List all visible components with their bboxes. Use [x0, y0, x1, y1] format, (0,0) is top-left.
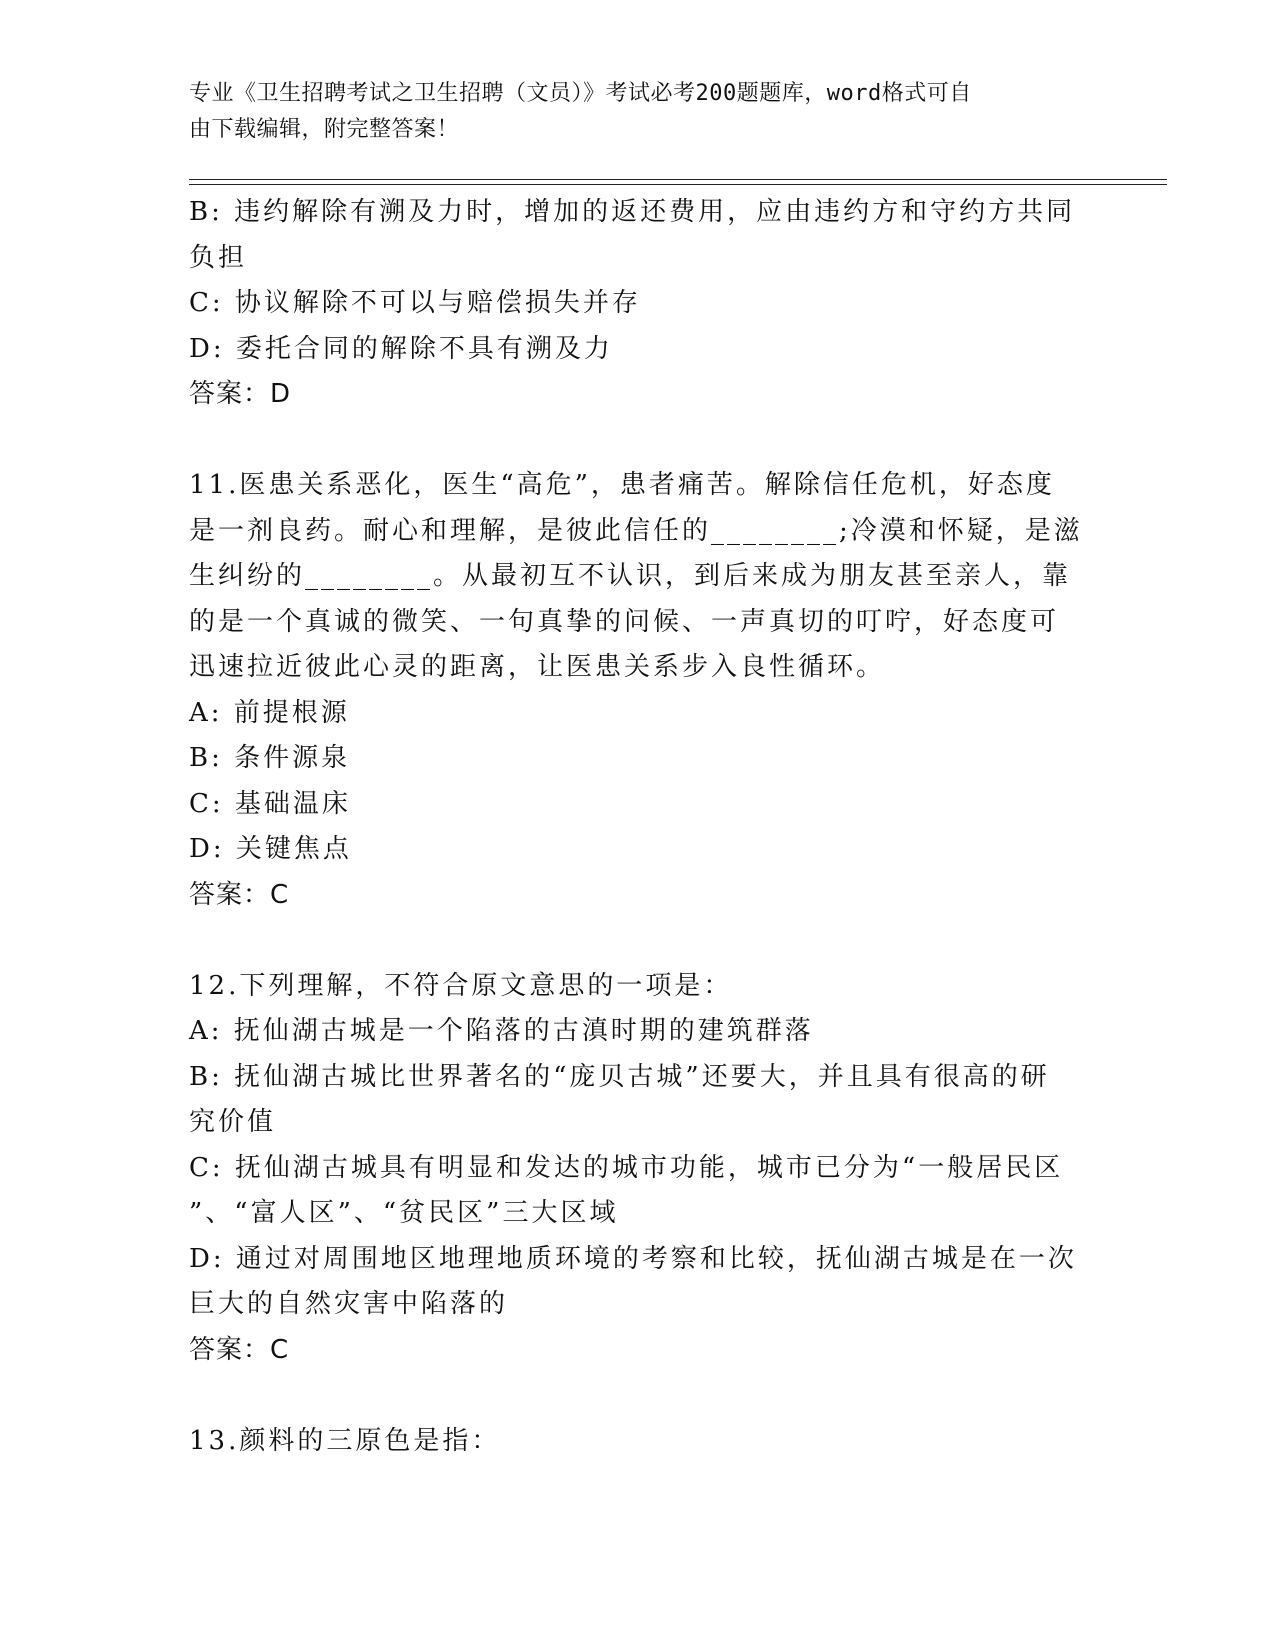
option-d: D: 关键焦点 — [189, 834, 352, 864]
option-d: D: 通过对周围地区地理地质环境的考察和比较，抚仙湖古城是在一次 — [189, 1243, 1077, 1274]
question-stem-line: 生纠纷的________。从最初互不认识，到后来成为朋友甚至亲人，靠 — [189, 561, 1072, 591]
option-c: C: 抚仙湖古城具有明显和发达的城市功能，城市已分为“一般居民区 — [189, 1152, 1064, 1183]
option-c: C: 基础温床 — [189, 788, 351, 819]
option-b-continued: 究价值 — [189, 1107, 277, 1137]
question-13 — [189, 1419, 1089, 1465]
question-stem-line: 是一剂良药。耐心和理解，是彼此信任的________;冷漠和怀疑，是滋 — [189, 515, 1083, 546]
option-b: B: 条件源泉 — [189, 743, 351, 773]
header-divider-bottom — [189, 184, 1167, 185]
header-line-2: 由下载编辑，附完整答案！ — [189, 117, 460, 142]
header-line-1: 专业《卫生招聘考试之卫生招聘（文员）》考试必考200题题库，word格式可自 — [189, 81, 972, 106]
answer: 答案：C — [189, 879, 290, 910]
question-11 — [189, 463, 1089, 918]
question-stem-line: 的是一个真诚的微笑、一句真挚的问候、一声真切的叮咛，好态度可 — [189, 606, 1060, 637]
header-divider-top — [189, 179, 1167, 180]
option-b: B: 抚仙湖古城比世界著名的“庞贝古城”还要大，并且具有很高的研 — [189, 1061, 1050, 1092]
question-stem-line: 迅速拉近彼此心灵的距离，让医患关系步入良性循环。 — [189, 652, 886, 682]
question-stem: 13.颜料的三原色是指： — [189, 1425, 501, 1456]
question-10-tail — [189, 190, 1089, 418]
option-c-continued: ”、“富人区”、“贫民区”三大区域 — [189, 1198, 619, 1228]
answer: 答案：D — [189, 379, 292, 409]
spacer — [189, 918, 1089, 964]
spacer — [189, 1373, 1089, 1419]
option-a: A: 抚仙湖古城是一个陷落的古滇时期的建筑群落 — [189, 1016, 814, 1046]
answer: 答案：C — [189, 1334, 290, 1365]
question-stem-line: 11.医患关系恶化，医生“高危”，患者痛苦。解除信任危机，好态度 — [189, 470, 1055, 500]
option-d-continued: 巨大的自然灾害中陷落的 — [189, 1289, 509, 1319]
option-b: B: 违约解除有溯及力时，增加的返还费用，应由违约方和守约方共同 — [189, 197, 1076, 227]
document-header — [189, 76, 1089, 148]
option-c: C: 协议解除不可以与赔偿损失并存 — [189, 288, 641, 318]
question-stem: 12.下列理解，不符合原文意思的一项是： — [189, 970, 733, 1001]
spacer — [189, 418, 1089, 464]
question-12 — [189, 964, 1089, 1374]
option-a: A: 前提根源 — [189, 697, 350, 728]
document-body — [189, 190, 1089, 1464]
option-d: D: 委托合同的解除不具有溯及力 — [189, 333, 613, 364]
option-b-continued: 负担 — [189, 242, 248, 273]
